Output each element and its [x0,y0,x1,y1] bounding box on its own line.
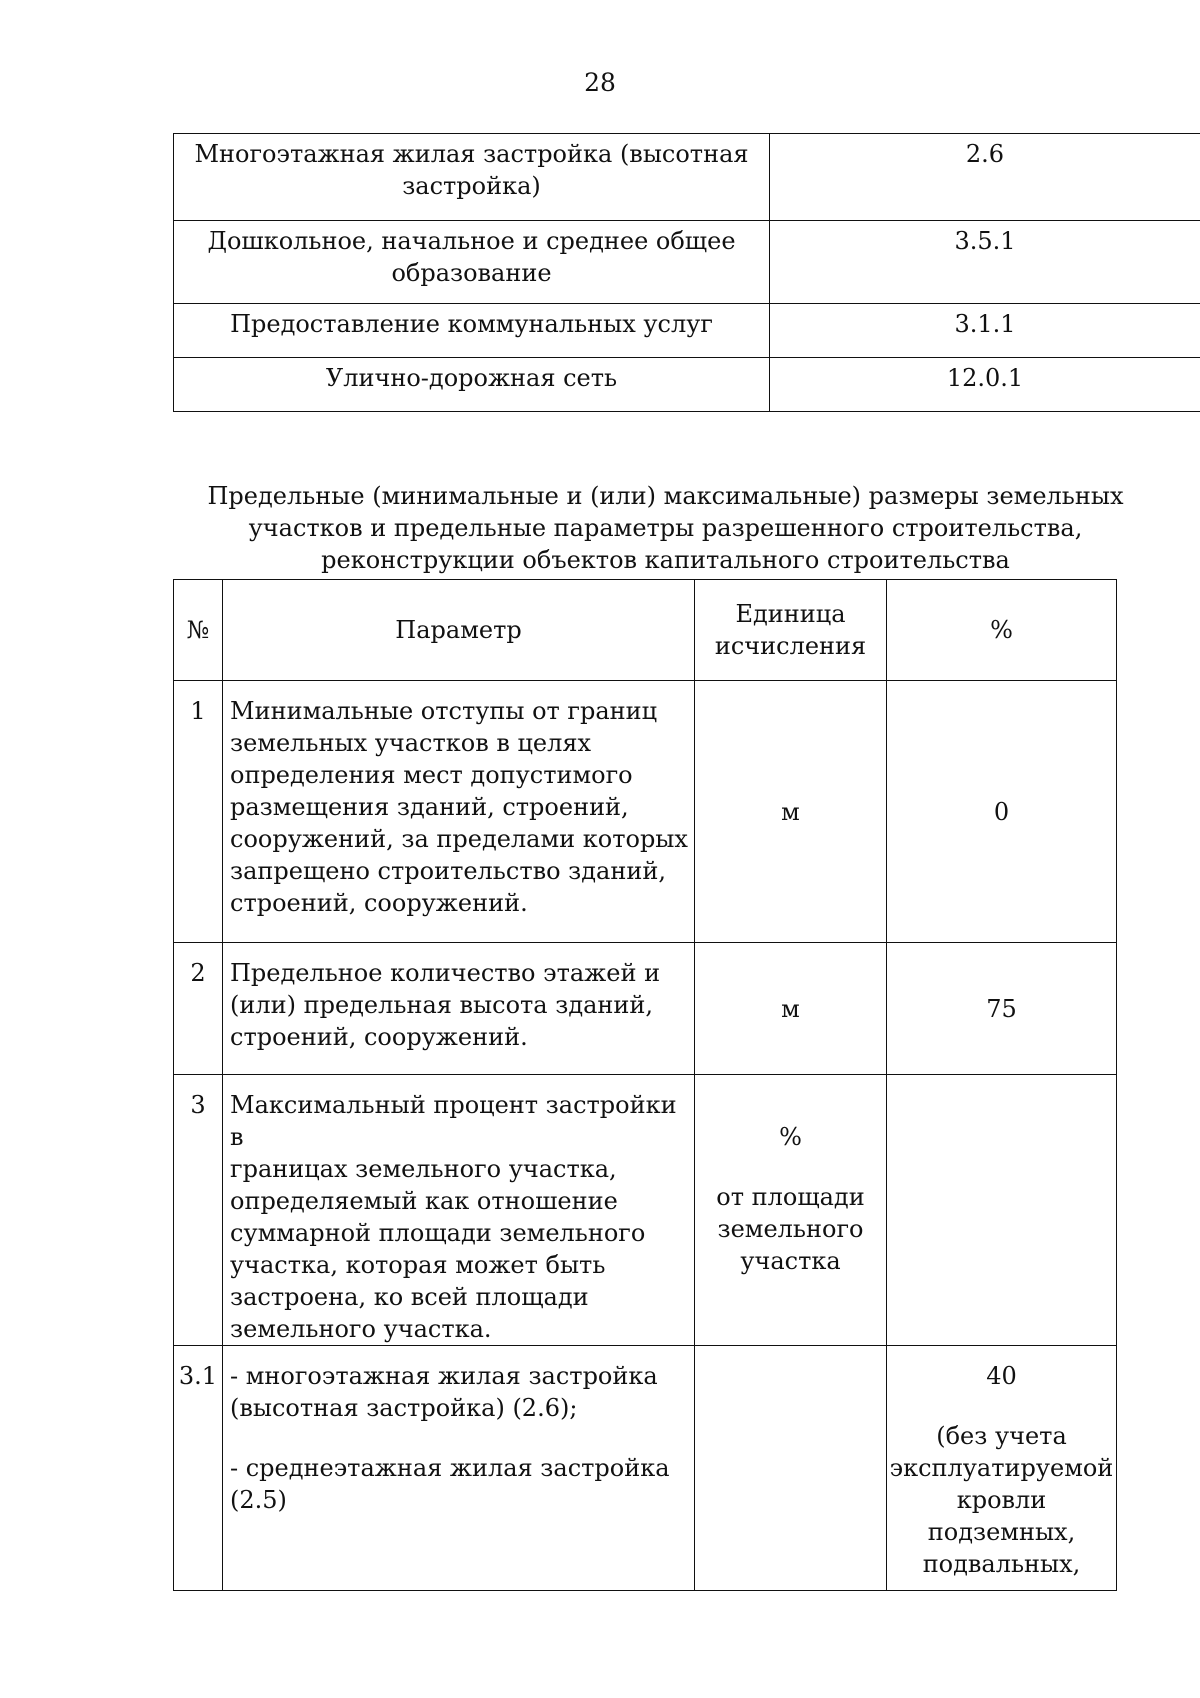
table-row [174,304,1200,358]
unit-cell: м [695,681,887,943]
unit-cell: м [695,943,887,1075]
parameter-line: Максимальный процент застройки в [230,1091,677,1151]
header-parameter: Параметр [223,580,695,681]
use-name-cell: Дошкольное, начальное и среднее общее образование [174,221,770,304]
parameters-table [173,579,1117,1591]
parameter-line: (2.5) [230,1486,287,1514]
use-code-cell: 2.6 [770,134,1200,221]
page-number: 28 [584,68,616,97]
value-cell [887,1075,1117,1346]
value-note-line: кровли [956,1486,1047,1514]
header-number: № [174,580,223,681]
header-unit-line: исчисления [714,632,867,660]
unit-cell [695,1346,887,1591]
unit-cell [695,1075,887,1346]
parameter-cell [223,943,695,1075]
header-value: % [887,580,1117,681]
table-row [174,943,1117,1075]
parameter-line: сооружений, за пределами которых [230,825,688,853]
heading-line: Предельные (минимальные и (или) максимальные) размеры земельных [207,482,1124,510]
header-unit-line: Единица [735,600,846,628]
table-row [174,681,1117,943]
value-note-line: подземных, [927,1518,1076,1546]
row-number: 3.1 [174,1346,223,1591]
unit-line: земельного [717,1215,864,1243]
table-row [174,134,1200,221]
use-name-cell: Улично-дорожная сеть [174,358,770,412]
value-note-line: (без учета [936,1422,1067,1450]
parameter-line: определяемый как отношение [230,1187,618,1215]
parameter-line: строений, сооружений. [230,1023,528,1051]
section-heading [173,480,1158,576]
parameter-line: (высотная застройка) (2.6); [230,1394,578,1422]
table-header-row [174,580,1117,681]
unit-line: участка [740,1247,841,1275]
parameter-cell [223,1075,695,1346]
parameter-line: - многоэтажная жилая застройка [230,1362,658,1390]
use-name-cell: Предоставление коммунальных услуг [174,304,770,358]
land-use-table [173,133,1200,412]
table-row [174,358,1200,412]
value-note-line: подвальных, [922,1550,1081,1578]
use-code-cell: 3.5.1 [770,221,1200,304]
parameter-line: (или) предельная высота зданий, [230,991,654,1019]
parameter-cell [223,1346,695,1591]
use-code-cell: 12.0.1 [770,358,1200,412]
parameter-line: определения мест допустимого [230,761,633,789]
parameter-line: земельного участка. [230,1315,492,1343]
parameter-line: застроена, ко всей площади [230,1283,589,1311]
parameter-line: Минимальные отступы от границ [230,697,658,725]
value-number: 40 [986,1362,1017,1390]
header-unit [695,580,887,681]
parameter-line: участка, которая может быть [230,1251,606,1279]
parameter-line: земельных участков в целях [230,729,592,757]
use-name-cell: Многоэтажная жилая застройка (высотная застройка) [174,134,770,221]
parameter-cell [223,681,695,943]
value-cell: 75 [887,943,1117,1075]
unit-symbol: % [779,1123,802,1151]
table-row [174,1075,1117,1346]
row-number: 1 [174,681,223,943]
row-number: 3 [174,1075,223,1346]
use-code-cell: 3.1.1 [770,304,1200,358]
value-cell [887,1346,1117,1591]
heading-line: участков и предельные параметры разрешенного строительства, [248,514,1083,542]
table-row [174,1346,1117,1591]
parameter-line: запрещено строительство зданий, [230,857,666,885]
parameter-line: суммарной площади земельного [230,1219,646,1247]
parameter-line: - среднеэтажная жилая застройка [230,1454,670,1482]
row-number: 2 [174,943,223,1075]
value-cell: 0 [887,681,1117,943]
heading-line: реконструкции объектов капитального строительства [321,546,1010,574]
parameter-line: строений, сооружений. [230,889,528,917]
parameter-line: границах земельного участка, [230,1155,617,1183]
unit-line: от площади [716,1183,865,1211]
value-note-line: эксплуатируемой [889,1454,1114,1482]
parameter-line: Предельное количество этажей и [230,959,661,987]
table-row [174,221,1200,304]
parameter-line: размещения зданий, строений, [230,793,629,821]
